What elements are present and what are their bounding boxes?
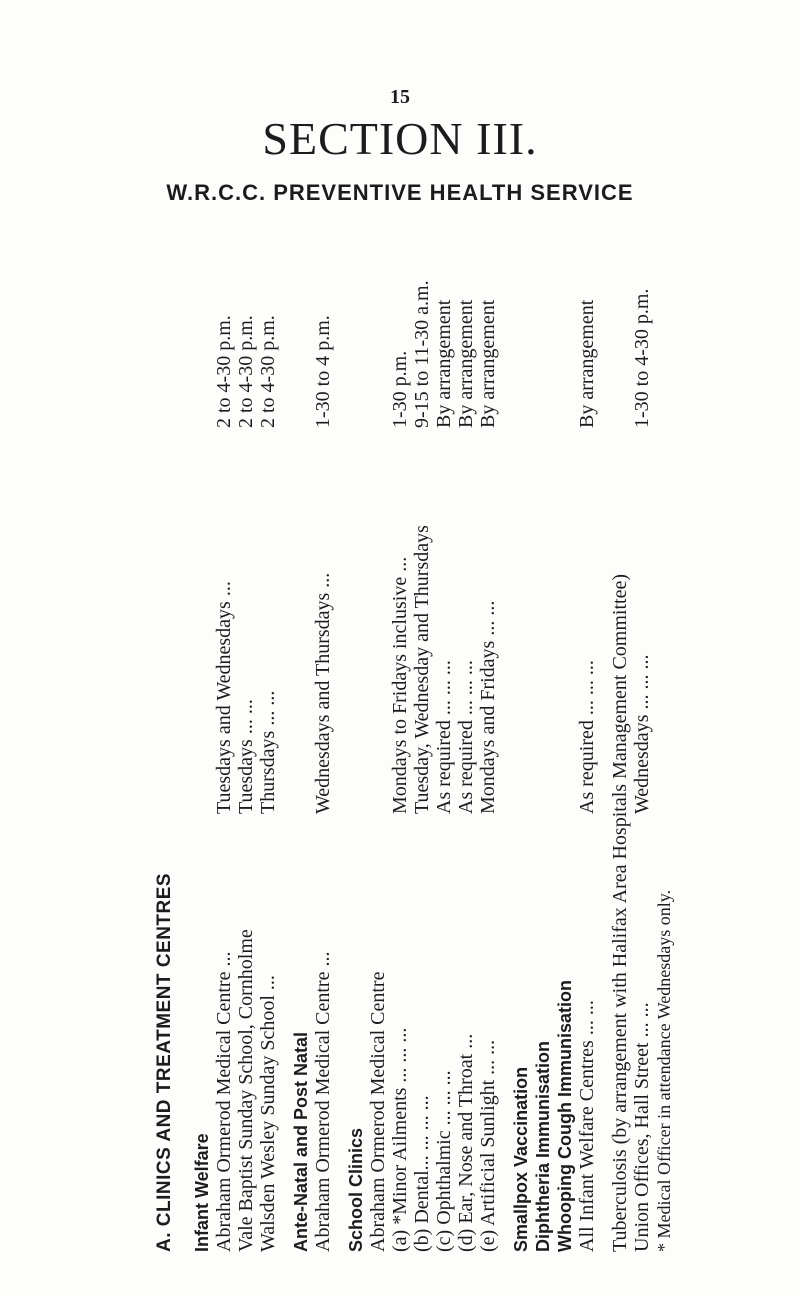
place-cell: (c) Ophthalmic ... ... ... bbox=[433, 1070, 455, 1252]
time-cell: 2 to 4-30 p.m. bbox=[235, 315, 257, 428]
table-row bbox=[631, 230, 653, 1252]
place-cell: Union Offices, Hall Street ... ... bbox=[631, 1002, 653, 1252]
table-row bbox=[235, 230, 257, 1252]
clinics-table bbox=[150, 230, 680, 1252]
place-cell: Abraham Ormerod Medical Centre ... bbox=[312, 951, 334, 1252]
time-cell: 2 to 4-30 p.m. bbox=[213, 315, 235, 428]
time-cell: By arrangement bbox=[433, 299, 455, 428]
time-cell: By arrangement bbox=[477, 299, 499, 428]
place-cell: Walsden Wesley Sunday School ... bbox=[257, 975, 279, 1252]
table-row bbox=[213, 230, 235, 1252]
section-title: SECTION III. bbox=[262, 113, 538, 164]
time-cell: By arrangement bbox=[455, 299, 477, 428]
footnote: * Medical Officer in attendance Wednesdays only. bbox=[654, 889, 674, 1252]
whooping-cough-heading: Whooping Cough Immunisation bbox=[555, 980, 575, 1252]
clinics-heading: A. CLINICS AND TREATMENT CENTRES bbox=[154, 872, 175, 1252]
days-cell: Tuesdays ... ... bbox=[235, 699, 257, 814]
table-row bbox=[411, 230, 433, 1252]
table-row bbox=[477, 230, 499, 1252]
days-cell: As required ... ... ... bbox=[576, 660, 598, 814]
service-title: W.R.C.C. PREVENTIVE HEALTH SERVICE bbox=[166, 180, 634, 205]
time-cell: 1-30 to 4 p.m. bbox=[312, 315, 334, 428]
table-row bbox=[576, 230, 598, 1252]
tuberculosis-heading: Tuberculosis (by arrangement with Halifax Area Hospitals Management Committee) bbox=[609, 574, 631, 1252]
days-cell: Tuesdays and Wednesdays ... bbox=[213, 581, 235, 814]
time-cell: 1-30 p.m. bbox=[389, 350, 411, 428]
table-row bbox=[257, 230, 279, 1252]
place-cell: All Infant Welfare Centres ... ... bbox=[576, 1000, 598, 1252]
infant-welfare-heading: Infant Welfare bbox=[192, 1133, 212, 1252]
days-cell: Wednesdays ... ... ... bbox=[631, 654, 653, 814]
place-cell: (e) Artificial Sunlight ... ... bbox=[477, 1039, 499, 1252]
school-clinics-heading: School Clinics bbox=[346, 1127, 366, 1252]
time-cell: 1-30 to 4-30 p.m. bbox=[631, 288, 653, 428]
time-cell: 9-15 to 11-30 a.m. bbox=[411, 280, 433, 428]
school-clinics-subheading: Abraham Ormerod Medical Centre bbox=[367, 971, 389, 1252]
place-cell: (b) Dental... ... ... ... bbox=[411, 1095, 433, 1252]
days-cell: Mondays to Fridays inclusive ... bbox=[389, 556, 411, 814]
place-cell: Vale Baptist Sunday School, Cornholme bbox=[235, 929, 257, 1252]
ante-natal-heading: Ante-Natal and Post Natal bbox=[291, 1031, 311, 1252]
table-row bbox=[455, 230, 477, 1252]
days-cell: As required ... ... ... bbox=[433, 660, 455, 814]
time-cell: By arrangement bbox=[576, 299, 598, 428]
page-number: 15 bbox=[390, 86, 410, 108]
days-cell: Thursdays ... ... bbox=[257, 690, 279, 814]
days-cell: As required ... ... ... bbox=[455, 660, 477, 814]
place-cell: (d) Ear, Nose and Throat ... bbox=[455, 1033, 477, 1252]
days-cell: Mondays and Fridays ... ... bbox=[477, 600, 499, 814]
days-cell: Tuesday, Wednesday and Thursdays bbox=[411, 525, 433, 814]
table-row bbox=[389, 230, 411, 1252]
place-cell: Abraham Ormerod Medical Centre ... bbox=[213, 951, 235, 1252]
diphtheria-heading: Diphtheria Immunisation bbox=[533, 1040, 553, 1252]
table-row bbox=[312, 230, 334, 1252]
table-row bbox=[433, 230, 455, 1252]
smallpox-heading: Smallpox Vaccination bbox=[511, 1066, 531, 1252]
days-cell: Wednesdays and Thursdays ... bbox=[312, 572, 334, 814]
place-cell: (a) *Minor Ailments ... ... ... bbox=[389, 1027, 411, 1252]
time-cell: 2 to 4-30 p.m. bbox=[257, 315, 279, 428]
